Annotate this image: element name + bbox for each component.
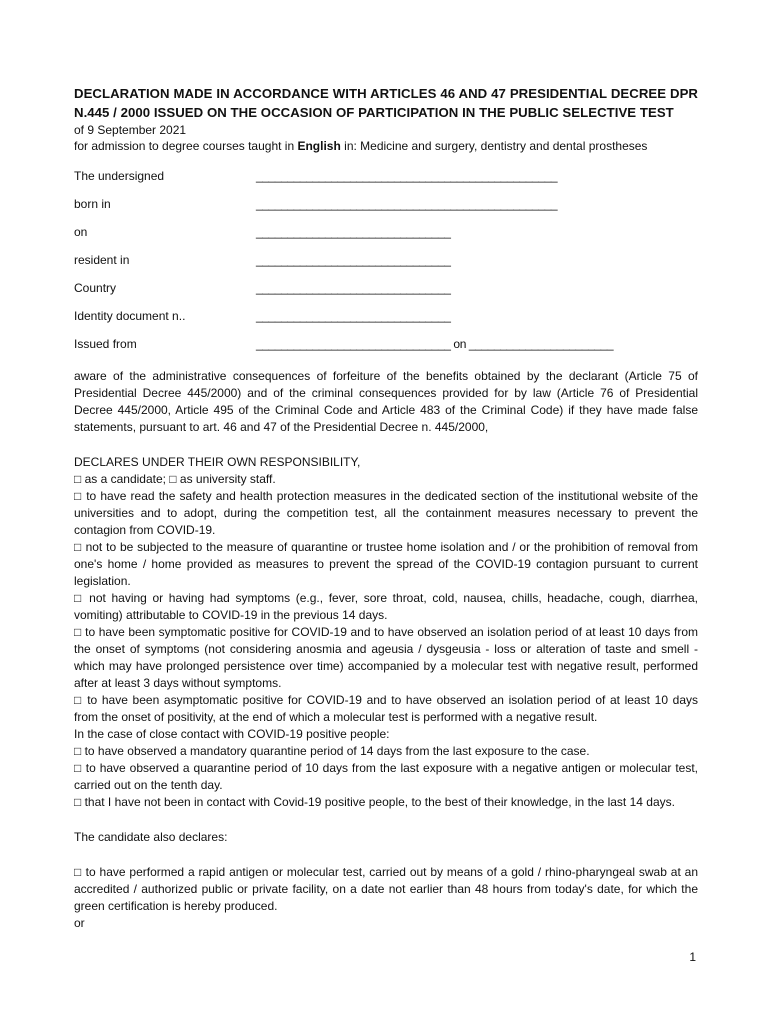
identity-row (74, 308, 698, 336)
resident-label: resident in (74, 253, 130, 267)
undersigned-field[interactable]: ________________________________________________ (256, 169, 558, 183)
resident-row (74, 252, 698, 280)
issued-field[interactable]: _______________________________ on _______________________ (256, 337, 614, 351)
candidate-staff-checkboxes[interactable]: □ as a candidate; □ as university staff. (74, 472, 276, 486)
admission-line (74, 138, 698, 154)
resident-field[interactable]: _______________________________ (256, 253, 451, 267)
declaration-item-safety[interactable]: □ to have read the safety and health protection measures in the dedicated section of the institutional website of the universities and to adopt, during the competition test, all the containment measures necessary to prevent the contagion from COVID-19. (74, 489, 698, 537)
admission-language: English (297, 139, 341, 153)
declaration-item-asymptomatic[interactable]: □ to have been asymptomatic positive for COVID-19 and to have observed an isolation period of at least 10 days from the onset of positivity, at the end of which a molecular test is performed with a negative result. (74, 693, 698, 724)
admission-suffix: in: Medicine and surgery, dentistry and dental prostheses (340, 139, 648, 153)
declaration-item-14-days[interactable]: □ to have observed a mandatory quarantine period of 14 days from the last exposure to the case. (74, 744, 590, 758)
country-field[interactable]: _______________________________ (256, 281, 451, 295)
country-label: Country (74, 281, 117, 295)
close-contact-heading: In the case of close contact with COVID-19 positive people: (74, 727, 390, 741)
birth-date-field[interactable]: _______________________________ (256, 225, 451, 239)
declaration-item-symptoms[interactable]: □ not having or having had symptoms (e.g., fever, sore throat, cold, nausea, chills, headache, cough, diarrhea, vomiting) attributable to COVID-19 in the previous 14 days. (74, 591, 698, 622)
issued-label: Issued from (74, 337, 137, 351)
undersigned-label: The undersigned (74, 169, 165, 183)
on-row (74, 224, 698, 252)
also-declares-heading: The candidate also declares: (74, 830, 228, 844)
issued-row (74, 336, 698, 364)
born-label: born in (74, 197, 111, 211)
born-field[interactable]: ________________________________________________ (256, 197, 558, 211)
document-page (74, 84, 698, 932)
declaration-item-10-days[interactable]: □ to have observed a quarantine period of 10 days from the last exposure with a negative antigen or molecular test, carried out on the tenth day. (74, 761, 698, 792)
declaration-item-no-contact[interactable]: □ that I have not been in contact with Covid-19 positive people, to the best of their knowledge, in the last 14 days. (74, 795, 675, 809)
admission-prefix: for admission to degree courses taught in (74, 139, 298, 153)
on-label: on (74, 225, 88, 239)
declares-heading: DECLARES UNDER THEIR OWN RESPONSIBILITY, (74, 455, 361, 469)
declaration-item-symptomatic[interactable]: □ to have been symptomatic positive for COVID-19 and to have observed an isolation period of at least 10 days from the onset of symptoms (not considering anosmia and ageusia / dysgeusia - loss or alteration of taste and smell - which may have prolonged persistence over time) accompanied by a molecular test with negative result, performed after at least 3 days without symptoms. (74, 625, 698, 690)
undersigned-row (74, 168, 698, 196)
country-row (74, 280, 698, 308)
declaration-item-test[interactable]: □ to have performed a rapid antigen or molecular test, carried out by means of a gold / rhino-pharyngeal swab at an accredited / authorized public or private facility, on a date not earlier than 48 hours from today's date, for which the green certification is hereby produced. (74, 865, 698, 913)
document-title: DECLARATION MADE IN ACCORDANCE WITH ARTICLES 46 AND 47 PRESIDENTIAL DECREE DPR N.445 / 2000 ISSUED ON THE OCCASION OF PARTICIPATION IN THE PUBLIC SELECTIVE TEST (74, 86, 698, 120)
page-number: 1 (689, 950, 696, 964)
date-line: of 9 September 2021 (74, 123, 187, 137)
declaration-item-quarantine[interactable]: □ not to be subjected to the measure of quarantine or trustee home isolation and / or the prohibition of removal from one's home / home provided as measures to prevent the spread of the COVID-19 contagion pursuant to current legislation. (74, 540, 698, 588)
identity-field[interactable]: _______________________________ (256, 309, 451, 323)
identity-label: Identity document n.. (74, 309, 186, 323)
aware-paragraph: aware of the administrative consequences of forfeiture of the benefits obtained by the declarant (Article 75 of Presidential Decree 445/2000) and of the criminal consequences provided for by law (Article 76 of Presidential Decree 445/2000, Article 495 of the Criminal Code and Article 483 of the Criminal Code) if they have made false statements, pursuant to art. 46 and 47 of the Presidential Decree n. 445/2000, (74, 369, 698, 434)
born-row (74, 196, 698, 224)
personal-data-form (74, 168, 698, 364)
or-text: or (74, 916, 85, 930)
